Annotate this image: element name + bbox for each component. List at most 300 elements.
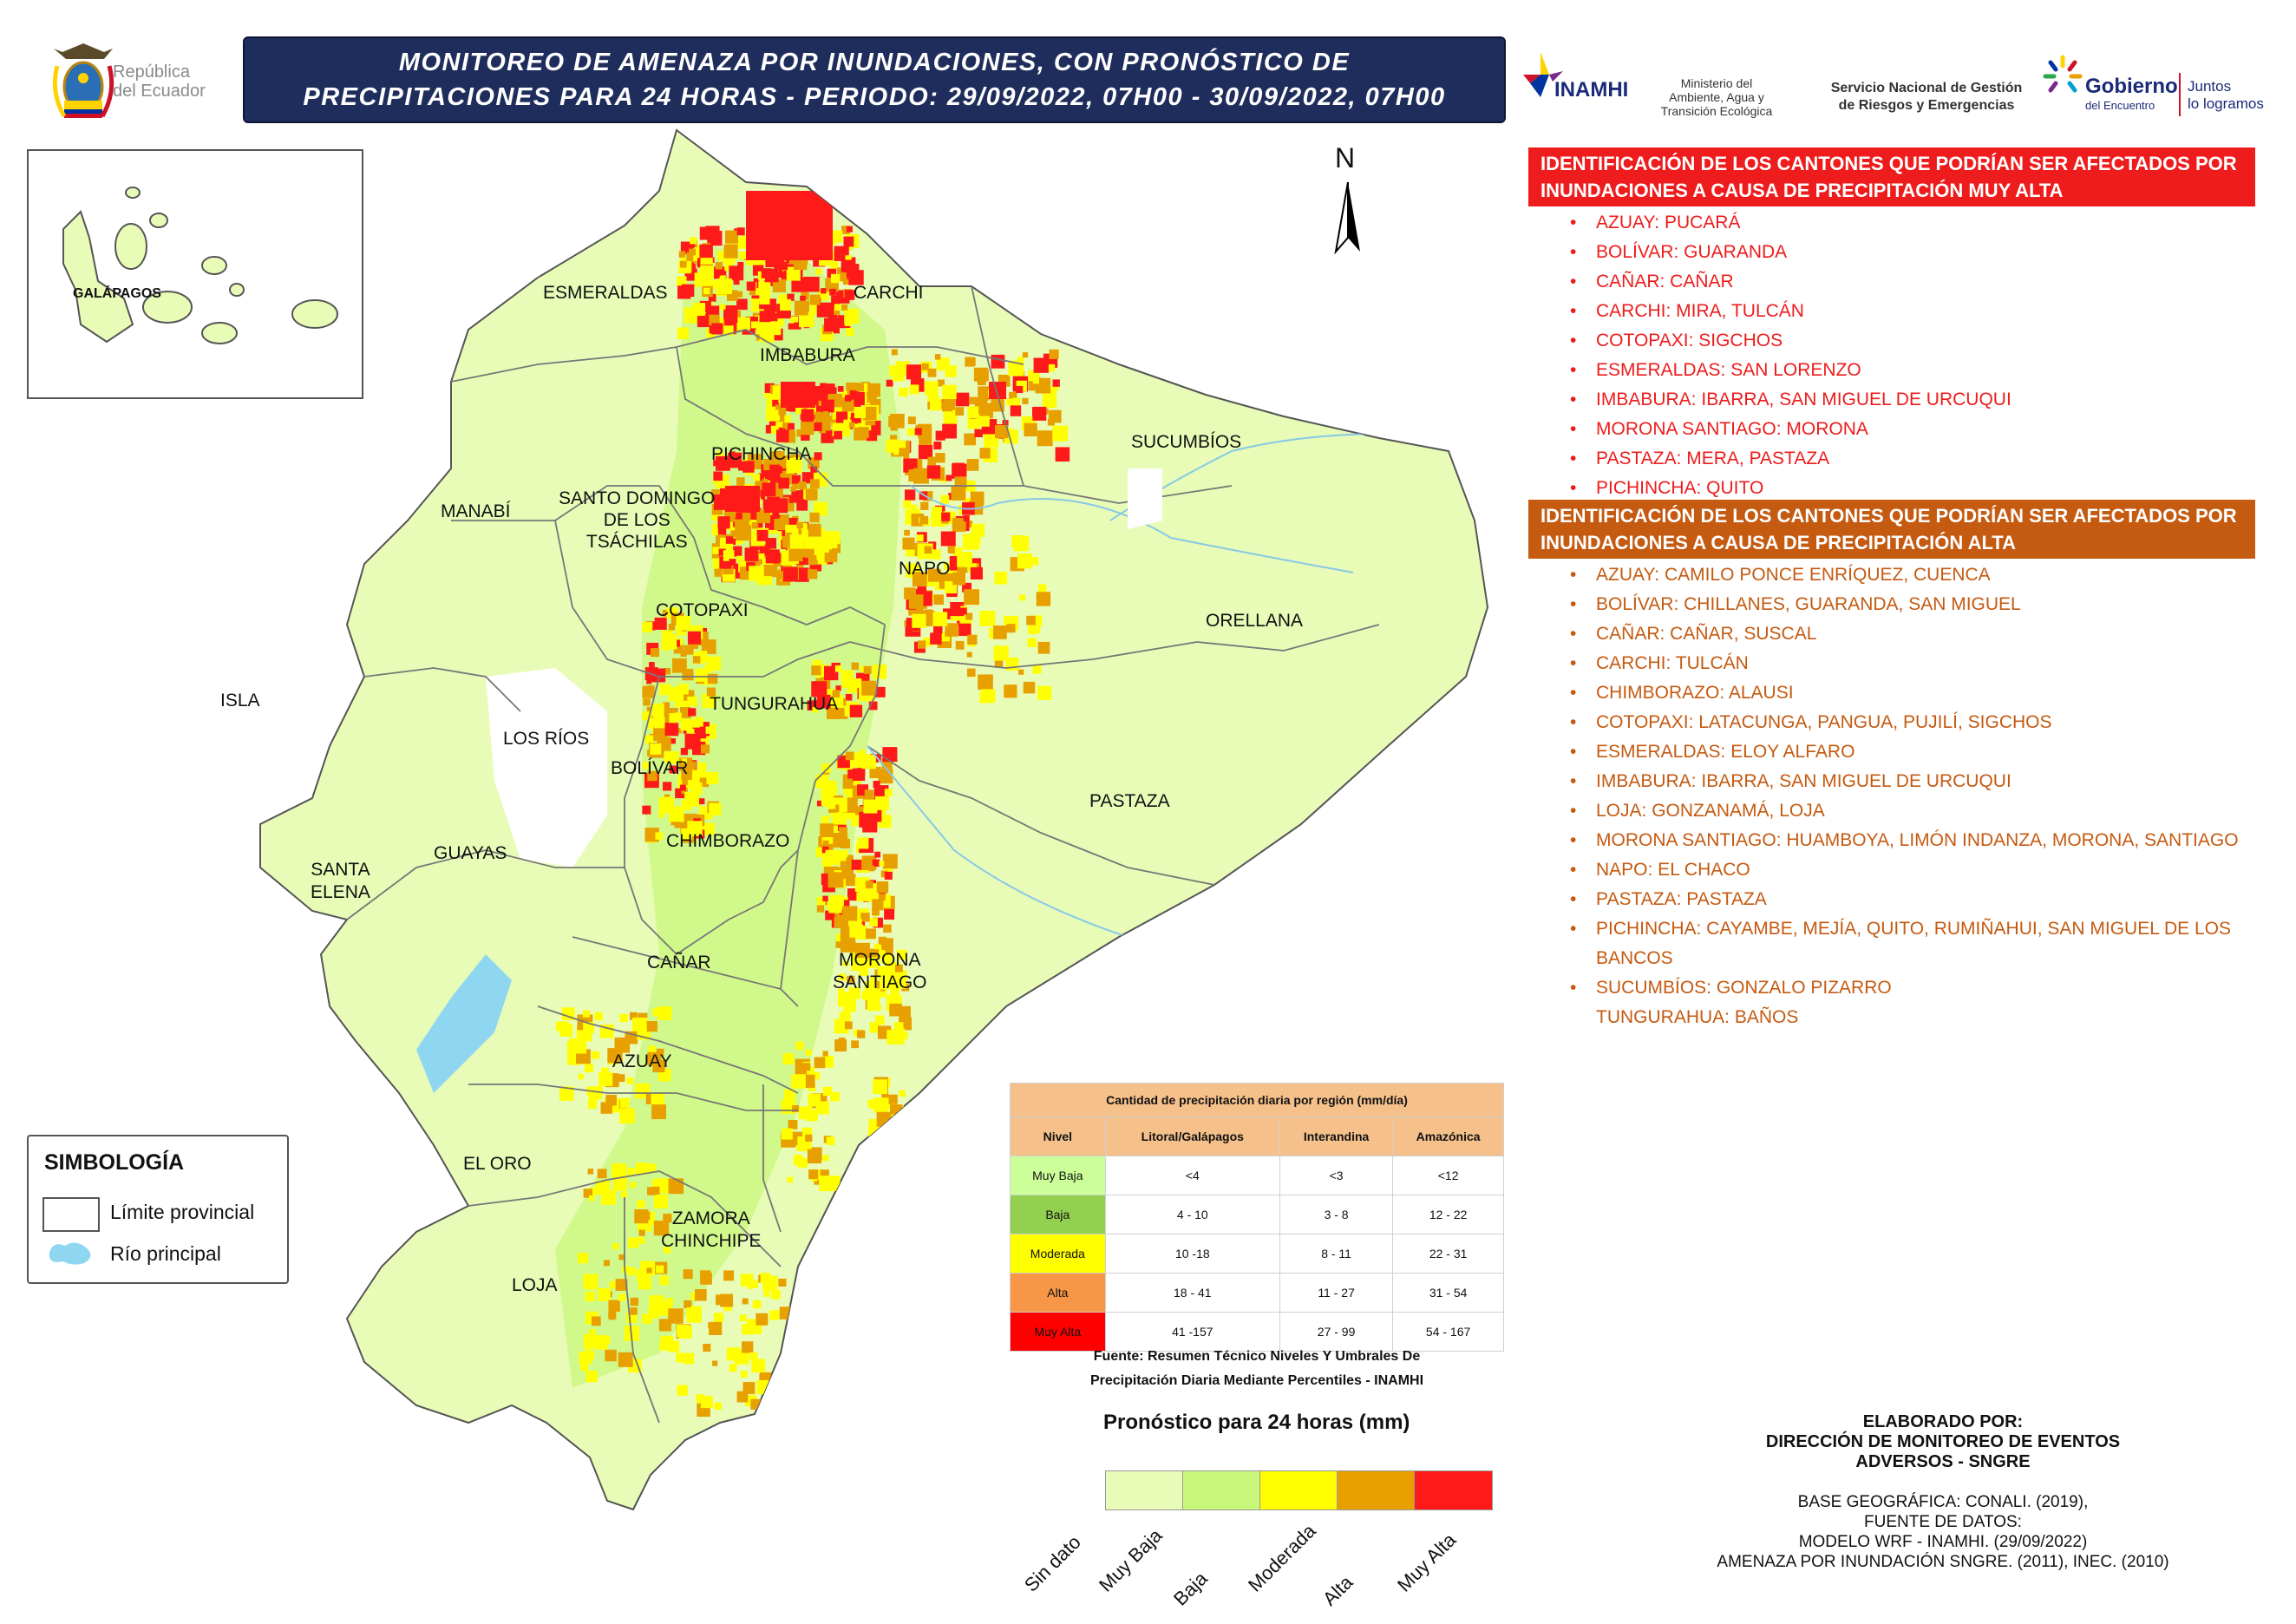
precipitation-cell: [841, 260, 854, 272]
santa-elena-line1: SANTA: [311, 860, 370, 880]
precipitation-cell: [729, 1364, 737, 1372]
precipitation-cell: [627, 1077, 634, 1084]
precipitation-cell: [690, 783, 702, 794]
legend-rio-label: Río principal: [110, 1242, 221, 1265]
title-line1: MONITOREO DE AMENAZA POR INUNDACIONES, CON PRONÓSTICO DE: [398, 49, 1351, 76]
precipitation-cell: [736, 556, 742, 562]
alta-canton-item: • COTOPAXI: LATACUNGA, PANGUA, PUJILÍ, SIGCHOS: [1528, 708, 2255, 737]
precipitation-cell: [941, 532, 956, 547]
precipitation-cell: [761, 1273, 771, 1283]
precipitation-cell: [958, 624, 971, 636]
precipitation-cell: [688, 708, 696, 716]
muy-alta-canton-item: • BOLÍVAR: GUARANDA: [1528, 238, 2255, 267]
precipitation-cell: [712, 1360, 717, 1365]
precipitation-cell: [618, 1254, 624, 1260]
province-el-oro: EL ORO: [463, 1154, 532, 1174]
precipitation-cell-muy-alta: [725, 486, 760, 512]
precipitation-cell: [925, 546, 932, 553]
muy-alta-heading: [1528, 147, 2255, 206]
province-bolivar: BOLÍVAR: [611, 758, 689, 778]
precipitation-cell: [955, 407, 964, 416]
precipitation-cell: [628, 1238, 638, 1248]
precipitation-cell: [857, 768, 865, 776]
precipitation-cell: [816, 268, 822, 274]
precipitation-cell: [1023, 352, 1028, 357]
precipitation-cell: [677, 1385, 688, 1396]
precipitation-cell: [827, 1136, 835, 1145]
inamhi-logo-text: INAMHI: [1554, 78, 1629, 102]
precipitation-cell: [689, 249, 696, 256]
precipitation-cell: [879, 1156, 893, 1170]
precipitation-cell: [879, 894, 886, 900]
precipitation-cell: [901, 1111, 907, 1117]
precipitation-cell: [720, 1294, 733, 1307]
precipitation-cell: [1032, 407, 1046, 421]
precipitation-cell: [912, 614, 926, 628]
table-title: Cantidad de precipitación diaria por región (mm/día): [1011, 1084, 1504, 1117]
precipitation-cell: [677, 327, 689, 338]
precipitation-cell: [913, 468, 929, 484]
precipitation-cell: [838, 386, 844, 392]
precipitation-cell: [1017, 553, 1032, 568]
precipitation-cell: [828, 900, 841, 913]
page-title: [243, 36, 1506, 123]
legend-simbologia: [27, 1135, 289, 1284]
precipitation-cell: [952, 486, 966, 501]
precipitation-cell: [592, 1316, 601, 1326]
province-los-rios: LOS RÍOS: [503, 729, 590, 749]
precipitation-cell: [994, 572, 1007, 585]
precipitation-cell: [823, 841, 829, 847]
precipitation-cell: [933, 594, 944, 605]
precipitation-cell: [824, 318, 838, 332]
precipitation-cell: [600, 1102, 612, 1113]
precipitation-cell: [661, 1336, 674, 1349]
alta-canton-item: • AZUAY: CAMILO PONCE ENRÍQUEZ, CUENCA: [1528, 560, 2255, 590]
precipitation-cell: [889, 1004, 902, 1017]
precipitation-cell: [614, 1038, 630, 1053]
muy-alta-list: [1528, 206, 2255, 503]
scale-swatch: [1105, 1470, 1184, 1510]
muy-alta-canton-item: • CAÑAR: CAÑAR: [1528, 267, 2255, 297]
precipitation-cell: [642, 622, 652, 632]
table-value-cell: 10 -18: [1105, 1234, 1279, 1274]
precipitation-cell: [799, 1106, 812, 1119]
precipitation-cell: [776, 429, 789, 442]
table-header-cell: Litoral/Galápagos: [1105, 1117, 1279, 1156]
precipitation-cell: [662, 634, 677, 649]
precipitation-cell: [978, 674, 993, 690]
precipitation-cell: [1038, 584, 1046, 592]
table-value-cell: <3: [1279, 1156, 1392, 1195]
precipitation-cell: [740, 1314, 747, 1321]
table-value-cell: 41 -157: [1105, 1313, 1279, 1352]
precipitation-cell: [709, 1322, 722, 1335]
precipitation-cell: [687, 697, 697, 707]
table-value-cell: 8 - 11: [1279, 1234, 1392, 1274]
table-header-cell: Interandina: [1279, 1117, 1392, 1156]
alta-heading-line1: IDENTIFICACIÓN DE LOS CANTONES QUE PODRÍAN SER AFECTADOS POR: [1540, 505, 2237, 527]
precipitation-cell: [821, 763, 831, 773]
precipitation-cell: [769, 313, 777, 321]
north-label: N: [1335, 142, 1356, 174]
precipitation-cell: [933, 612, 948, 626]
precipitation-cell: [843, 999, 856, 1012]
precipitation-cell: [665, 723, 679, 737]
precipitation-cell: [694, 717, 703, 727]
precipitation-cell: [695, 1289, 707, 1301]
inset-label: GALÁPAGOS: [73, 286, 161, 301]
precipitation-cell: [864, 666, 872, 674]
precipitation-cell: [960, 607, 967, 614]
precipitation-cell: [888, 1140, 896, 1148]
precipitation-cell: [790, 534, 804, 548]
table-value-cell: 3 - 8: [1279, 1195, 1392, 1234]
precipitation-cell: [898, 1028, 905, 1035]
precipitation-cell: [835, 665, 842, 672]
precipitation-cell: [668, 1178, 684, 1194]
precipitation-cell: [747, 282, 756, 291]
precipitation-cell: [682, 669, 693, 680]
precipitation-cell: [680, 261, 687, 268]
scale-title: Pronóstico para 24 horas (mm): [1103, 1411, 1410, 1434]
alta-heading-line2: INUNDACIONES A CAUSA DE PRECIPITACIÓN ALTA: [1540, 532, 2016, 553]
precipitation-cell: [682, 780, 687, 785]
santa-elena-line2: ELENA: [311, 882, 370, 902]
precipitation-cell: [599, 1072, 612, 1086]
muy-alta-canton-item: • AZUAY: PUCARÁ: [1528, 208, 2255, 238]
precipitation-cell: [935, 453, 945, 462]
precipitation-cell: [823, 1087, 832, 1096]
juntos-slogan: [2188, 78, 2264, 113]
precipitation-cell: [619, 1108, 635, 1123]
gobierno-line2: del Encuentro: [2085, 99, 2155, 112]
table-row: [1011, 1156, 1504, 1195]
precipitation-cell: [814, 452, 822, 460]
precipitation-cell: [845, 1021, 853, 1029]
province-zamora-chinchipe: [661, 1208, 762, 1253]
precipitation-cell: [659, 797, 671, 809]
precipitation-cell: [696, 668, 710, 682]
precipitation-cell: [828, 872, 844, 887]
precipitation-cell: [801, 422, 814, 435]
alta-canton-item: • MORONA SANTIAGO: HUAMBOYA, LIMÓN INDANZA, MORONA, SANTIAGO: [1528, 826, 2255, 855]
precipitation-cell: [876, 1154, 885, 1162]
sources-line3: MODELO WRF - INAMHI. (29/09/2022): [1798, 1533, 2088, 1551]
precipitation-cell: [683, 1353, 694, 1365]
precipitation-cell: [684, 1300, 691, 1308]
province-orellana: ORELLANA: [1206, 611, 1304, 631]
precipitation-cell: [677, 285, 690, 298]
zamora-line2: CHINCHIPE: [661, 1231, 762, 1251]
precipitation-cell: [630, 1182, 636, 1188]
precipitation-cell: [860, 913, 869, 921]
precipitation-cell: [1037, 686, 1051, 700]
province-santo-domingo: [559, 488, 715, 553]
precipitation-cell: [724, 245, 738, 259]
precipitation-cell: [783, 1053, 795, 1064]
precipitation-cell: [659, 1276, 669, 1286]
precipitation-cell: [619, 1014, 627, 1022]
table-source-line1: Fuente: Resumen Técnico Niveles Y Umbrales De: [1093, 1349, 1421, 1364]
alta-canton-item: TUNGURAHUA: BAÑOS: [1596, 1007, 1799, 1027]
republica-line2: del Ecuador: [113, 82, 206, 101]
precipitation-cell: [783, 567, 798, 582]
precipitation-cell: [742, 1341, 753, 1352]
precipitation-cell: [749, 1352, 757, 1360]
precipitation-cell: [883, 925, 892, 933]
precipitation-cell: [1006, 399, 1013, 406]
precipitation-cell: [1016, 386, 1023, 393]
juntos-line2: lo logramos: [2188, 95, 2264, 112]
table-level-cell: Muy Baja: [1011, 1156, 1106, 1195]
precipitation-cell: [1024, 423, 1037, 436]
precipitation-cell-muy-alta: [781, 382, 815, 408]
precipitation-cell: [595, 1092, 602, 1099]
precipitation-cell: [679, 251, 685, 257]
precipitation-cell: [788, 324, 795, 330]
precipitation-cell: [690, 237, 697, 244]
precipitation-cell: [908, 416, 916, 424]
precipitation-cell: [823, 1051, 828, 1056]
precipitation-cell: [790, 551, 801, 561]
precipitation-cell: [799, 281, 805, 287]
sd-line2: DE LOS: [603, 510, 670, 530]
precipitation-cell: [618, 1294, 625, 1301]
precipitation-cell: [956, 641, 965, 650]
province-carchi: CARCHI: [854, 283, 924, 303]
precipitation-cell: [638, 1237, 644, 1244]
precipitation-cell: [965, 595, 973, 603]
precipitation-cell: [777, 1379, 786, 1388]
galapagos-inset-map: [27, 149, 363, 399]
precipitation-cell: [1026, 616, 1036, 625]
alta-canton-item: • LOJA: GONZANAMÁ, LOJA: [1528, 796, 2255, 826]
precipitation-cell: [1056, 447, 1070, 462]
precipitation-cell: [827, 801, 835, 809]
precipitation-cell: [583, 1011, 590, 1018]
province-morona-santiago: [833, 949, 927, 994]
precipitation-cell: [791, 490, 803, 502]
precipitation-cell: [579, 1074, 585, 1080]
precipitation-cell: [767, 409, 778, 421]
legend-limite-label: Límite provincial: [110, 1201, 255, 1223]
precipitation-cell: [952, 463, 965, 475]
precipitation-cell: [892, 1121, 901, 1130]
table-value-cell: 11 - 27: [1279, 1274, 1392, 1313]
province-cotopaxi: COTOPAXI: [656, 600, 749, 620]
precipitation-cell: [700, 1270, 710, 1280]
precipitation-cell: [884, 909, 894, 920]
precipitation-cell: [1043, 394, 1056, 408]
province-pichincha: PICHINCHA: [711, 444, 812, 464]
precipitation-cell: [889, 1128, 903, 1142]
precipitation-cell: [842, 400, 854, 412]
precipitation-cell: [856, 383, 864, 391]
title-line2: PRECIPITACIONES PARA 24 HORAS - PERIODO: 29/09/2022, 07H00 - 30/09/2022, 07H00: [303, 83, 1446, 111]
precipitation-cell: [821, 815, 829, 823]
precipitation-cell: [841, 839, 850, 848]
precipitation-cell: [993, 625, 1007, 639]
precipitation-cell: [1012, 398, 1020, 406]
precipitation-cell: [854, 428, 867, 441]
precipitation-cell: [804, 535, 817, 548]
precipitation-cell: [698, 798, 704, 804]
precipitation-cell: [763, 464, 769, 470]
precipitation-cell: [886, 1124, 900, 1139]
precipitation-cell: [737, 318, 750, 331]
precipitation-cell: [885, 872, 893, 880]
precipitation-cell: [651, 704, 664, 717]
precipitation-cell: [618, 1074, 625, 1082]
precipitation-cell: [598, 1288, 611, 1301]
precipitation-cell: [862, 755, 876, 769]
precipitation-cell: [659, 1319, 671, 1331]
precipitation-cell: [649, 662, 655, 668]
province-loja: LOJA: [512, 1275, 558, 1295]
sngre-line2: de Riesgos y Emergencias: [1838, 98, 2015, 113]
precipitation-cell: [883, 854, 898, 868]
elaborado-line2: DIRECCIÓN DE MONITOREO DE EVENTOS: [1765, 1432, 2121, 1451]
precipitation-cell: [885, 789, 893, 796]
precipitation-cell: [869, 1138, 883, 1152]
scale-swatch: [1337, 1470, 1416, 1510]
precipitation-cell: [773, 498, 788, 513]
precipitation-cell: [752, 522, 758, 528]
precipitation-cell: [678, 684, 689, 694]
scale-swatch: [1182, 1470, 1261, 1510]
ministerio-line1: Ministerio del: [1680, 76, 1753, 90]
table-value-cell: <12: [1393, 1156, 1504, 1195]
precipitation-cell: [834, 431, 842, 440]
precipitation-cell: [559, 1024, 572, 1037]
precipitation-cell: [850, 705, 862, 717]
juntos-line1: Juntos: [2188, 78, 2232, 95]
muy-alta-canton-item: • IMBABURA: IBARRA, SAN MIGUEL DE URCUQUI: [1528, 385, 2255, 415]
precipitation-cell: [957, 552, 972, 567]
precipitation-cell: [967, 406, 979, 418]
precipitation-cell: [654, 1195, 668, 1208]
table-header-row: [1011, 1117, 1504, 1156]
precipitation-cell: [909, 384, 919, 394]
scale-label: Muy Alta: [1393, 1529, 1461, 1596]
precipitation-cell: [762, 268, 772, 278]
precipitation-cell: [875, 1016, 884, 1025]
precipitation-cell-muy-alta: [746, 191, 833, 260]
muy-alta-canton-item: • PASTAZA: MERA, PASTAZA: [1528, 444, 2255, 474]
precipitation-cell: [854, 407, 866, 418]
precipitation-cell: [843, 237, 854, 247]
precipitation-cell: [952, 573, 965, 586]
precipitation-cell: [877, 881, 888, 893]
precipitation-cell: [651, 1092, 664, 1105]
precipitation-cell: [822, 896, 827, 901]
precipitation-cell: [734, 278, 740, 285]
alta-canton-item: • CARCHI: TULCÁN: [1528, 649, 2255, 678]
precipitation-cell: [756, 322, 769, 334]
ministerio-line2: Ambiente, Agua y: [1669, 90, 1764, 104]
precipitation-cell: [865, 789, 874, 799]
scale-label: Sin dato: [1020, 1530, 1085, 1596]
precipitation-cell: [823, 411, 828, 416]
sources-line1: BASE GEOGRÁFICA: CONALI. (2019),: [1797, 1493, 2089, 1511]
precipitation-cell: [802, 1063, 810, 1071]
precipitation-cell: [814, 1058, 826, 1069]
republica-del-ecuador-text: [113, 62, 206, 101]
sd-line1: SANTO DOMINGO: [559, 488, 716, 508]
precipitation-cell: [651, 648, 659, 657]
precipitation-cell: [903, 538, 915, 550]
precipitation-cell: [743, 1382, 756, 1394]
province-canar: CAÑAR: [647, 953, 711, 972]
precipitation-cell: [693, 656, 700, 663]
precipitation-cell: [1019, 594, 1025, 600]
precipitation-cell: [1018, 670, 1024, 675]
precipitation-cell: [569, 1038, 580, 1050]
precipitation-cell: [991, 355, 1005, 369]
precipitation-cell: [608, 1300, 619, 1312]
precipitation-cell: [585, 1064, 593, 1072]
precipitation-cell: [669, 713, 678, 723]
precipitation-cell: [804, 277, 819, 291]
muy-alta-canton-item: • PICHINCHA: QUITO: [1528, 474, 2255, 503]
table-source-line2: Precipitación Diaria Mediante Percentiles - INAMHI: [1089, 1373, 1424, 1388]
precipitation-cell: [684, 792, 699, 807]
precipitation-cell: [964, 515, 970, 521]
precipitation-cell: [764, 502, 775, 513]
precipitation-cell: [1033, 665, 1042, 674]
precipitation-cell: [967, 652, 972, 658]
precipitation-cell: [634, 1209, 648, 1223]
precipitation-cell: [844, 788, 852, 796]
precipitation-cell: [932, 507, 942, 517]
precipitation-cell: [742, 1299, 749, 1305]
ecuador-coat-of-arms-icon: [45, 40, 121, 121]
precipitation-cell: [903, 501, 911, 508]
precipitation-cell: [638, 1230, 644, 1236]
precipitation-cell: [588, 1169, 593, 1174]
republica-line1: República: [113, 62, 190, 82]
precipitation-cell: [893, 369, 905, 381]
precipitation-cell: [649, 1295, 664, 1310]
precipitation-cell: [685, 734, 701, 750]
precipitation-cell: [942, 424, 957, 439]
precipitation-cell: [1011, 535, 1024, 547]
precipitation-cell: [1052, 426, 1068, 442]
precipitation-cell: [775, 467, 782, 474]
muy-alta-canton-item: • COTOPAXI: SIGCHOS: [1528, 326, 2255, 356]
precipitation-cell: [758, 281, 770, 293]
precipitation-cell: [725, 231, 738, 244]
precipitation-cell: [703, 288, 710, 294]
precipitation-cell: [1053, 379, 1060, 386]
logo-divider: [2179, 73, 2181, 116]
precipitation-cell: [907, 429, 915, 436]
precipitation-cell: [679, 1326, 692, 1339]
precipitation-cell: [1033, 377, 1039, 383]
alta-canton-item: • BOLÍVAR: CHILLANES, GUARANDA, SAN MIGUEL: [1528, 590, 2255, 619]
precipitation-cell: [774, 518, 786, 530]
precipitation-cell: [651, 1187, 659, 1195]
precipitation-cell: [751, 1359, 765, 1372]
precipitation-cell: [822, 1155, 828, 1161]
precipitation-cell: [680, 785, 686, 791]
precipitation-cell: [563, 1091, 572, 1100]
precipitation-cell: [821, 400, 834, 413]
precipitation-cell: [782, 422, 788, 429]
morona-line1: MORONA: [839, 950, 921, 970]
precipitation-cell: [808, 1149, 821, 1163]
